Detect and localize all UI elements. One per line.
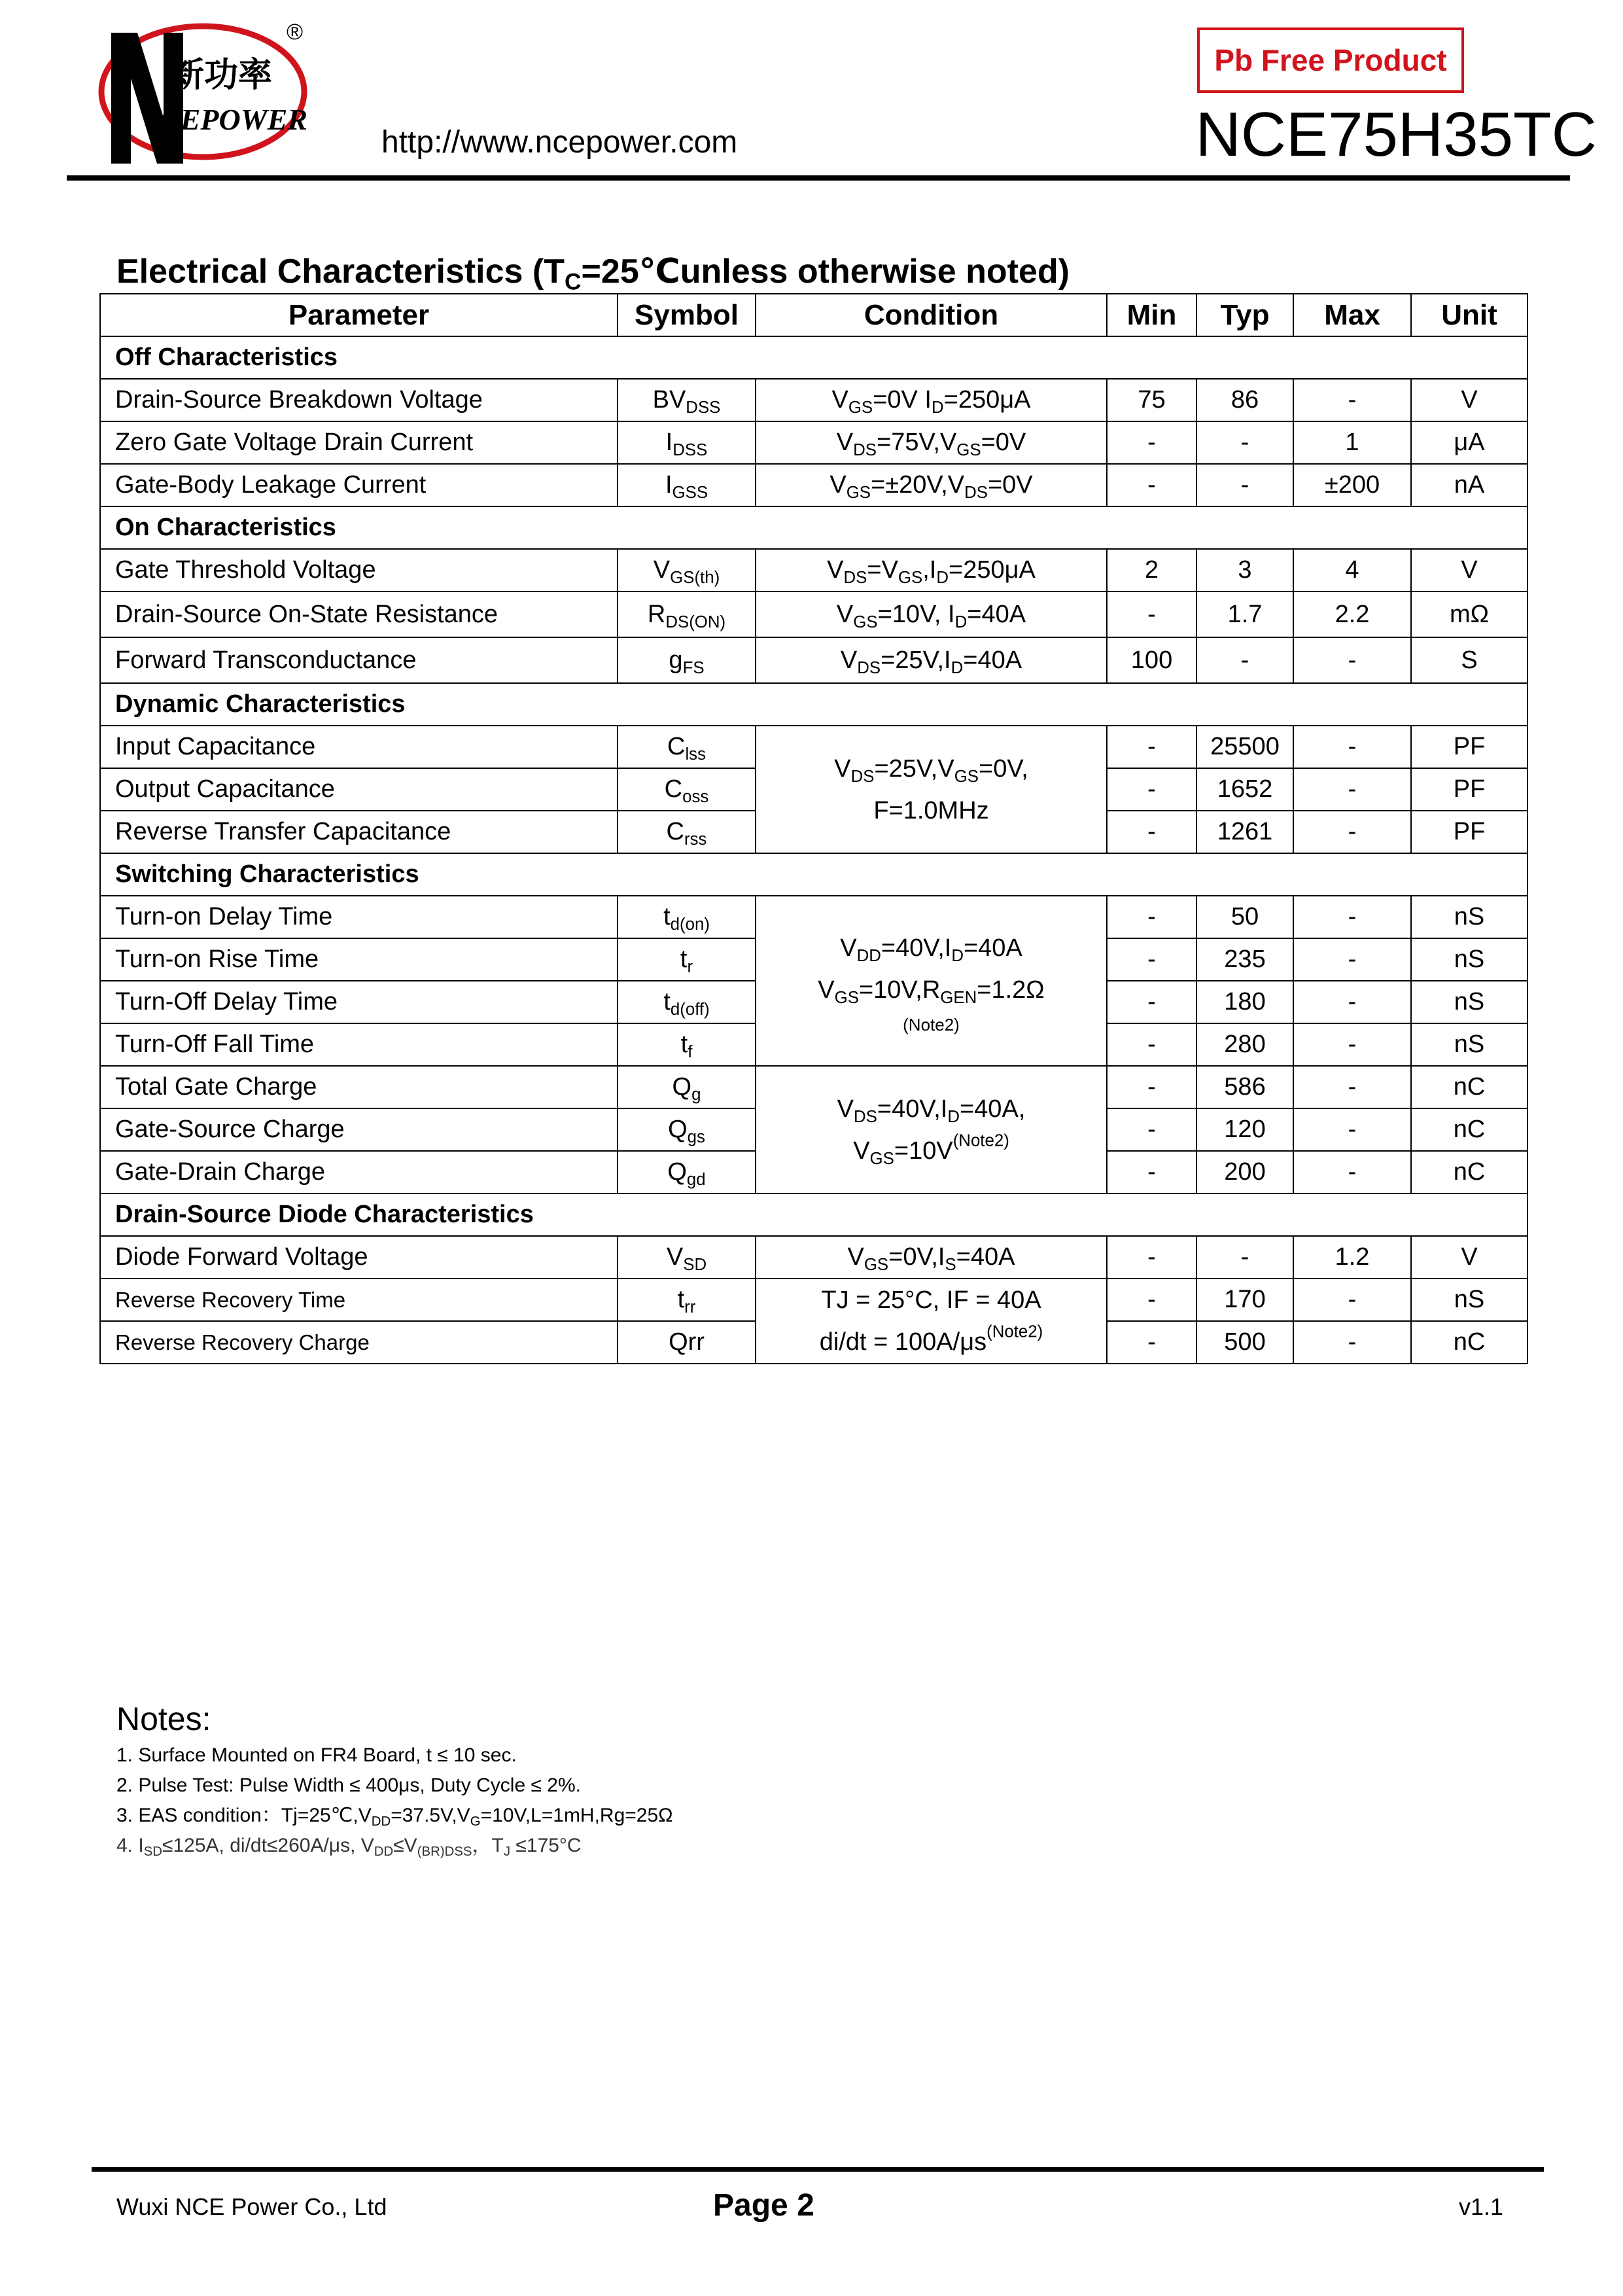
table-row: Diode Forward Voltage $V_{SD}$ $V_{GS}=0V,I_S=40A$ - - 1.2 V	[100, 1236, 1527, 1279]
section-row: Switching Characteristics	[100, 853, 1527, 896]
switching-condition: $V_{DD}=40V,I_D=40A$ $V_{GS}=10V,R_{GEN}=1.2\Omega$ (Note2)	[756, 896, 1107, 1066]
note-2: 2. Pulse Test: Pulse Width ≤ 400μs, Duty Cycle ≤ 2%.	[116, 1775, 581, 1796]
section-title: Electrical Characteristics ($T_C=25℃unless$ otherwise noted)	[116, 253, 1070, 295]
svg-text:新功率: 新功率	[170, 56, 273, 95]
table-row: Turn-on Delay Time $t_{d(on)}$ $V_{DD}=40V,I_D=40A$ $V_{GS}=10V,R_{GEN}=1.2\Omega$ (Note2) - 50 - nS	[100, 896, 1527, 938]
section-row: Off Characteristics	[100, 336, 1527, 379]
section-row: Drain-Source Diode Characteristics	[100, 1193, 1527, 1236]
gate-charge-condition: $V_{DS}=40V,I_D=40A$, $V_{GS}=10V^{(Note2)}$	[756, 1066, 1107, 1193]
table-row: Gate-Source Charge $Q_{gs}$ - 120 - nC	[100, 1108, 1527, 1151]
table-row: Turn-Off Delay Time $t_{d(off)}$ - 180 - nS	[100, 981, 1527, 1023]
table-row: Gate Threshold Voltage $V_{GS(th)}$ $V_{DS}=V_{GS},I_D=250\mu A$ 2 3 4 V	[100, 549, 1527, 592]
table-row: Output Capacitance $C_{oss}$ - 1652 - PF	[100, 768, 1527, 811]
note-4: 4. $I_{SD}\le 125A$, di/dt≤260A/μs, $V_{DD}\le V_{(BR)DSS}$，$T_J \le 175^\circ C$	[116, 1835, 582, 1860]
notes-title: Notes:	[116, 1701, 211, 1737]
note-3: 3. EAS condition：$Tj=25℃,V_{DD}=37.5V,V_G=10V,L=1mH,Rg=25\Omega$	[116, 1805, 673, 1829]
electrical-characteristics-table	[99, 293, 1528, 1364]
table-row: Drain-Source On-State Resistance $R_{DS(ON)}$ $V_{GS}=10V$, $I_D=40A$ - 1.7 2.2 mΩ	[100, 592, 1527, 637]
part-number: NCE75H35TC	[1195, 99, 1597, 169]
capacitance-condition: $V_{DS}=25V,V_{GS}=0V$, F=1.0MHz	[756, 726, 1107, 853]
header-symbol: Symbol	[618, 294, 756, 336]
svg-text:CEPOWER: CEPOWER	[160, 103, 307, 136]
table-row: Total Gate Charge $Q_g$ $V_{DS}=40V,I_D=40A$, $V_{GS}=10V^{(Note2)}$ - 586 - nC	[100, 1066, 1527, 1108]
header-max: Max	[1293, 294, 1411, 336]
table-row: Reverse Recovery Time $t_{rr}$ TJ = 25°C, IF = 40A $di/dt = 100A/\mu s^{(Note2)}$ - 170 - nS	[100, 1279, 1527, 1321]
table-row: Zero Gate Voltage Drain Current $I_{DSS}$ $V_{DS}=75V,V_{GS}=0V$ - - 1 μA	[100, 421, 1527, 464]
pb-free-badge: Pb Free Product	[1197, 27, 1464, 93]
header-min: Min	[1107, 294, 1196, 336]
section-row: Dynamic Characteristics	[100, 683, 1527, 726]
table-row: Drain-Source Breakdown Voltage $BV_{DSS}$ $V_{GS}=0V$ $I_D=250\mu A$ 75 86 - V	[100, 379, 1527, 421]
table-row: Turn-on Rise Time $t_r$ - 235 - nS	[100, 938, 1527, 981]
header-condition: Condition	[756, 294, 1107, 336]
svg-text:®: ®	[287, 20, 304, 44]
diode-condition: TJ = 25°C, IF = 40A $di/dt = 100A/\mu s^{(Note2)}$	[756, 1279, 1107, 1364]
table-row: Reverse Recovery Charge Qrr - 500 - nC	[100, 1321, 1527, 1364]
ncepower-logo	[92, 13, 314, 177]
page-number: Page 2	[713, 2188, 814, 2223]
table-row: Input Capacitance $C_{lss}$ $V_{DS}=25V,V_{GS}=0V$, F=1.0MHz - 25500 - PF	[100, 726, 1527, 768]
company-name: Wuxi NCE Power Co., Ltd	[116, 2193, 387, 2220]
header-typ: Typ	[1196, 294, 1293, 336]
footer-divider	[92, 2167, 1544, 2172]
header-divider	[67, 175, 1570, 181]
note-1: 1. Surface Mounted on FR4 Board, t ≤ 10 sec.	[116, 1744, 517, 1766]
table-row: Gate-Body Leakage Current $I_{GSS}$ $V_{GS}=\pm 20V,V_{DS}=0V$ - - ±200 nA	[100, 464, 1527, 506]
table-row: Gate-Drain Charge $Q_{gd}$ - 200 - nC	[100, 1151, 1527, 1193]
table-header-row	[100, 294, 1527, 336]
table-row: Forward Transconductance $g_{FS}$ $V_{DS}=25V,I_D=40A$ 100 - - S	[100, 637, 1527, 683]
table-row: Reverse Transfer Capacitance $C_{rss}$ - 1261 - PF	[100, 811, 1527, 853]
section-row: On Characteristics	[100, 506, 1527, 549]
table-row: Turn-Off Fall Time $t_f$ - 280 - nS	[100, 1023, 1527, 1066]
website-url[interactable]: http://www.ncepower.com	[381, 125, 738, 160]
header-unit: Unit	[1411, 294, 1527, 336]
version-label: v1.1	[1459, 2193, 1504, 2220]
notes-list	[116, 1740, 673, 1861]
header-parameter: Parameter	[100, 294, 618, 336]
